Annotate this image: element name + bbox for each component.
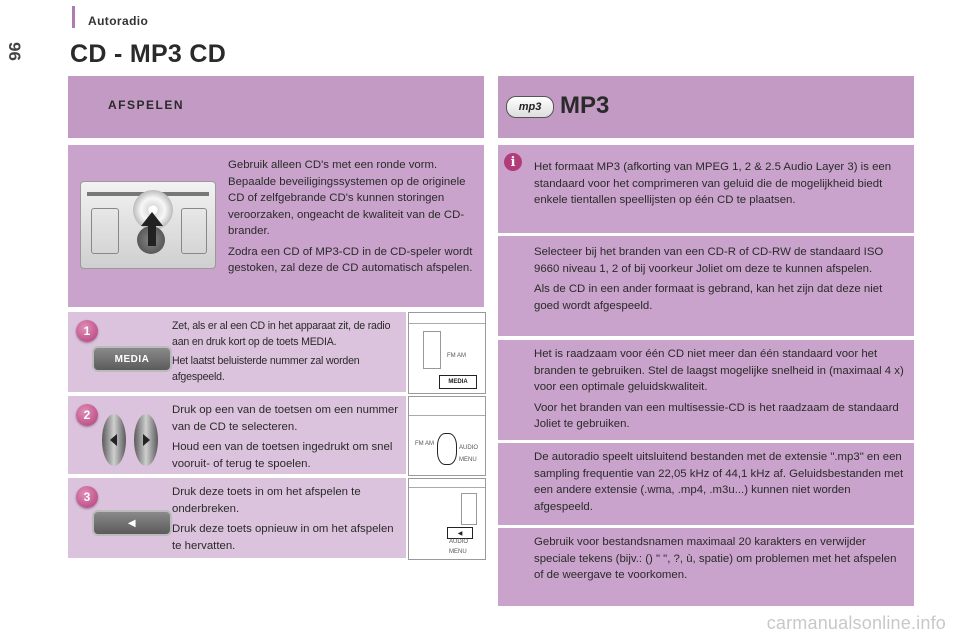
intro-panel (68, 145, 484, 307)
seek-keys-highlight (437, 433, 457, 465)
section-label: Autoradio (88, 14, 149, 28)
mp3-info-block (498, 145, 914, 233)
step-2-text (172, 402, 402, 476)
mp3-iso-text (534, 244, 906, 318)
mp3-paragraph: Als de CD in een ander formaat is gebrand, kan het zijn dat deze niet goed wordt afgespeeld. (534, 283, 883, 312)
audio-label: AUDIO (459, 445, 479, 451)
menu-label: MENU (459, 457, 477, 463)
mp3-info-text (534, 159, 906, 213)
step-1-panel (68, 312, 406, 392)
step-badge: 3 (76, 486, 98, 508)
mp3-paragraph: Selecteer bij het branden van een CD-R of CD-RW de standaard ISO 9660 niveau 1, 2 of bij voorkeur Joliet om deze te kunnen afspelen. (534, 246, 884, 275)
preset-column (461, 493, 477, 525)
playback-header-panel (68, 76, 484, 138)
step-paragraph: Houd een van de toetsen ingedrukt om snel vooruit- of terug te spoelen. (172, 441, 393, 470)
media-key-highlight: MEDIA (439, 375, 477, 389)
step-paragraph: Druk deze toets in om het afspelen te onderbreken. (172, 486, 361, 515)
watermark: carmanualsonline.info (766, 613, 946, 633)
mp3-burning-text (534, 346, 908, 437)
step-2-panel (68, 396, 406, 474)
step-paragraph: Druk deze toets opnieuw in om het afspelen te hervatten. (172, 523, 394, 552)
audio-label: AUDIO (449, 539, 469, 545)
mp3-block-extensions (498, 443, 914, 525)
right-buttons (181, 208, 207, 254)
mp3-paragraph: Het formaat MP3 (afkorting van MPEG 1, 2 & 2.5 Audio Layer 3) is een standaard voor het comprimeren van geluid die de mogelijkheid biedt enkele tientallen speellijsten op één CD te plaatsen. (534, 161, 892, 206)
step-3-panel (68, 478, 406, 558)
seek-back-button[interactable] (102, 414, 126, 466)
seek-forward-button[interactable] (134, 414, 158, 466)
step-paragraph: Zet, als er al een CD in het apparaat zit, de radio aan en druk kort op de toets MEDIA. (172, 320, 391, 348)
mp3-paragraph: Voor het branden van een multisessie-CD is het raadzaam de standaard Joliet te gebruiken. (534, 401, 899, 430)
section-rule (72, 6, 75, 28)
mp3-block-burning (498, 340, 914, 440)
step-1-text (172, 318, 404, 388)
left-buttons (91, 208, 119, 254)
intro-paragraph: Zodra een CD of MP3-CD in de CD-speler wordt gestoken, zal deze de CD automatisch afspelen. (228, 245, 473, 274)
intro-paragraph: Gebruik alleen CD's met een ronde vorm. Bepaalde beveiligingssystemen op de originele CD of zelfgebrande CD's kunnen storingen veroorzaken, ongeacht de kwaliteit van de CD-brander. (228, 159, 466, 237)
arrow-up-icon (141, 212, 163, 246)
media-button[interactable]: MEDIA (92, 346, 172, 372)
info-icon: i (504, 153, 522, 171)
radio-lineart-1 (408, 312, 486, 394)
mp3-heading: MP3 (560, 92, 610, 119)
fm-am-label: FM AM (415, 441, 434, 447)
preset-column (423, 331, 441, 369)
mp3-paragraph: Gebruik voor bestandsnamen maximaal 20 karakters en verwijder speciale tekens (bijv.: () " ", ?, ù, spatie) om problemen met het afspelen of de weergave te voorkomen. (534, 536, 897, 581)
step-badge: 1 (76, 320, 98, 342)
mp3-extensions-text (534, 449, 906, 519)
menu-label: MENU (449, 549, 467, 555)
fm-am-label: FM AM (447, 353, 466, 359)
mp3-header-panel (498, 76, 914, 138)
page-title: CD - MP3 CD (70, 40, 227, 68)
mp3-filenames-text (534, 534, 906, 588)
mp3-logo: mp3 (506, 96, 554, 118)
pause-icon: ◀ (127, 517, 137, 529)
playback-heading: AFSPELEN (108, 98, 185, 112)
mp3-block-iso (498, 236, 914, 336)
radio-lineart-2 (408, 396, 486, 476)
radio-lineart-3 (408, 478, 486, 560)
mp3-block-filenames (498, 528, 914, 606)
step-paragraph: Het laatst beluisterde nummer zal worden afgespeeld. (172, 355, 360, 383)
page-number: 96 (5, 42, 24, 61)
radio-illustration (80, 181, 216, 269)
pause-key-highlight: ◀ (447, 527, 473, 539)
mp3-paragraph: De autoradio speelt uitsluitend bestanden met de extensie ".mp3" en een sampling frequentie van 22,05 kHz of 44,1 kHz af. Geluidsbestanden met een andere extensie (.wma, .mp4, .m3u...) kunnen niet worden afgespeeld. (534, 451, 904, 513)
step-paragraph: Druk op een van de toetsen om een nummer van de CD te selecteren. (172, 404, 399, 433)
mp3-paragraph: Het is raadzaam voor één CD niet meer dan één standaard voor het branden te gebruiken. Stel de laagst mogelijke snelheid in (maximaal 4 x) voor een optimale geluidskwaliteit. (534, 348, 904, 393)
step-3-text (172, 484, 402, 558)
intro-text (228, 157, 476, 281)
step-badge: 2 (76, 404, 98, 426)
pause-button[interactable] (92, 510, 172, 536)
